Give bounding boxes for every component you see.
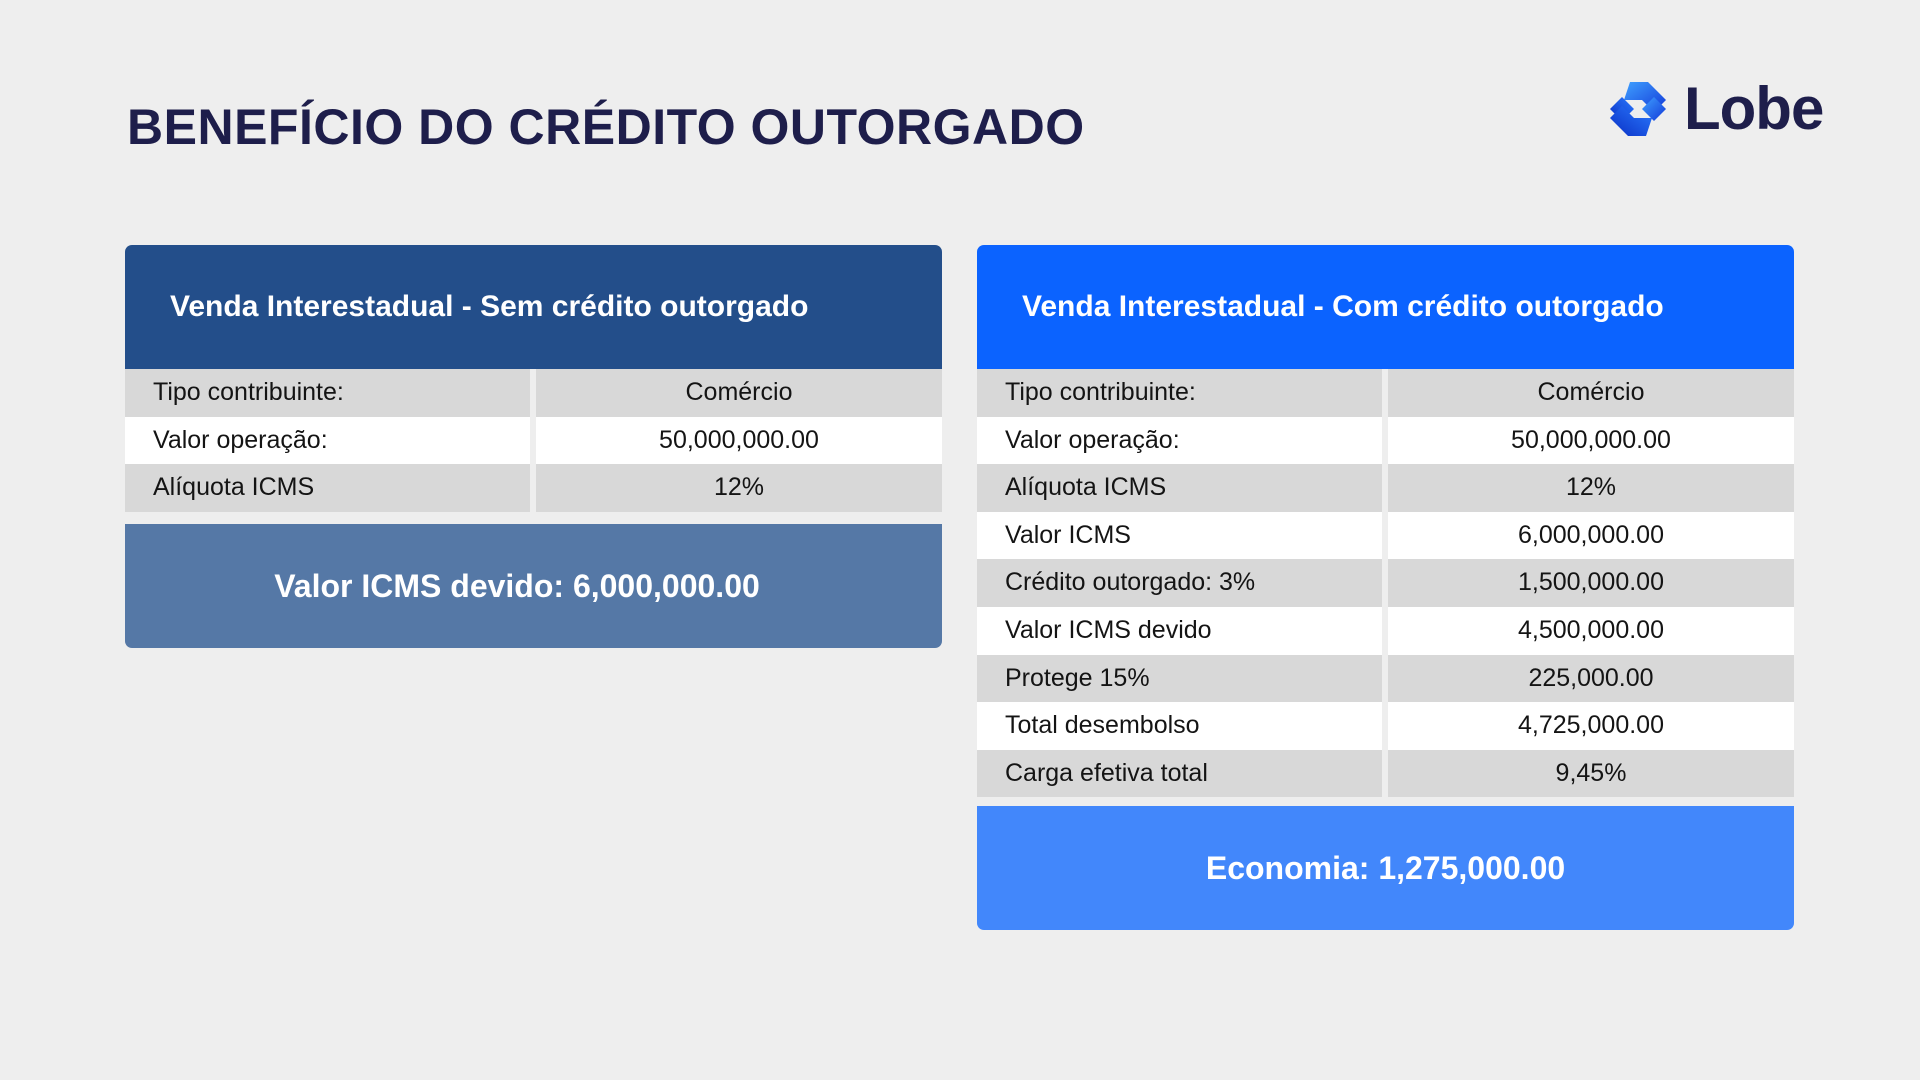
row-label: Protege 15% xyxy=(977,655,1382,703)
table-row xyxy=(977,702,1794,750)
row-label: Tipo contribuinte: xyxy=(977,369,1382,417)
row-label: Alíquota ICMS xyxy=(125,464,530,512)
row-label: Tipo contribuinte: xyxy=(125,369,530,417)
card-header: Venda Interestadual - Com crédito outorgado xyxy=(977,245,1794,369)
row-label: Valor ICMS xyxy=(977,512,1382,560)
row-label: Valor operação: xyxy=(977,417,1382,465)
row-value: 4,500,000.00 xyxy=(1388,607,1794,655)
table-row xyxy=(977,655,1794,703)
row-value: 1,500,000.00 xyxy=(1388,559,1794,607)
table-row xyxy=(125,464,942,512)
row-value: 50,000,000.00 xyxy=(1388,417,1794,465)
table-row xyxy=(125,417,942,465)
lobe-logo-icon xyxy=(1608,80,1668,138)
row-value: 6,000,000.00 xyxy=(1388,512,1794,560)
table-row xyxy=(977,369,1794,417)
card-footer: Economia: 1,275,000.00 xyxy=(977,806,1794,930)
row-label: Total desembolso xyxy=(977,702,1382,750)
row-value: 4,725,000.00 xyxy=(1388,702,1794,750)
table-row xyxy=(977,607,1794,655)
table-row xyxy=(977,559,1794,607)
row-label: Valor ICMS devido xyxy=(977,607,1382,655)
page-title: BENEFÍCIO DO CRÉDITO OUTORGADO xyxy=(127,99,1085,155)
brand-logo xyxy=(1608,76,1836,142)
row-value: Comércio xyxy=(1388,369,1794,417)
row-label: Crédito outorgado: 3% xyxy=(977,559,1382,607)
row-value: 12% xyxy=(1388,464,1794,512)
table-row xyxy=(977,750,1794,798)
logo-wordmark: Lobe xyxy=(1684,75,1824,142)
row-value: 50,000,000.00 xyxy=(536,417,942,465)
table-row xyxy=(977,417,1794,465)
table-row xyxy=(977,464,1794,512)
table-row xyxy=(977,512,1794,560)
card-footer: Valor ICMS devido: 6,000,000.00 xyxy=(125,524,942,648)
table-row xyxy=(125,369,942,417)
row-value: 225,000.00 xyxy=(1388,655,1794,703)
row-label: Alíquota ICMS xyxy=(977,464,1382,512)
card-sem-credito xyxy=(125,245,942,648)
card-com-credito xyxy=(977,245,1794,930)
card-header: Venda Interestadual - Sem crédito outorgado xyxy=(125,245,942,369)
row-label: Carga efetiva total xyxy=(977,750,1382,798)
row-value: 12% xyxy=(536,464,942,512)
row-label: Valor operação: xyxy=(125,417,530,465)
row-value: Comércio xyxy=(536,369,942,417)
row-value: 9,45% xyxy=(1388,750,1794,798)
